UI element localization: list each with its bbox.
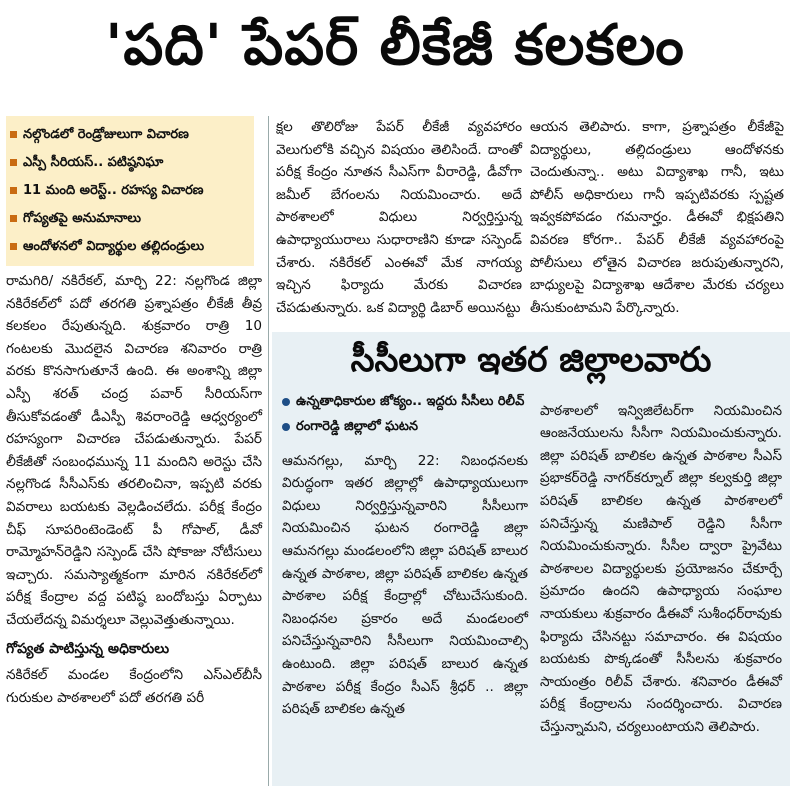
story1-paragraph: నకిరేకల్ మండల కేంద్రంలోని ఎస్‌ఎల్‌బీసీ గురుకుల పాఠశాలలో పదో తరగతి పరీ	[6, 667, 262, 706]
story2-bullet: రంగారెడ్డి జిల్లాలో ఘటన	[282, 417, 528, 436]
headline: 'పది' పేపర్ లీకేజీ కలకలం	[105, 12, 685, 78]
story2-bullet: ఉన్నతాధికారుల జోక్యం.. ఇద్దరు సీసీలు రిలీవ్	[282, 392, 528, 411]
highlight-item: ఎస్పీ సీరియస్.. పటిష్ఠనిఘా	[10, 150, 250, 176]
highlights-box	[6, 116, 254, 266]
column-divider	[268, 116, 269, 786]
story2-column-2	[540, 386, 782, 752]
bullet-square-icon	[10, 187, 17, 194]
story2-paragraph: ఆమనగల్లు, మార్చి 22: నిబంధనలకు విరుద్ధంగా ఇతర జిల్లాల్లో ఉపాధ్యాయులుగా విధులు నిర్వర్తిస్తున్నవారిని సీసీలుగా నియమించిన ఘటన రంగారెడ్డి జిల్లా ఆమనగల్లు మండలంలోని జిల్లా పరిషత్ బాలుర ఉన్నత పాఠశాల, జిల్లా పరిషత్ బాలికల ఉన్నత పాఠశాల పరీక్ష కేంద్రాల్లో చోటుచేసుకుంది. నిబంధనల ప్రకారం అదే మండలంలో పనిచేస్తున్నవారిని సీసీలుగా నియమించాల్సి ఉంటుంది. జిల్లా పరిషత్ బాలుర ఉన్నత పాఠశాల పరీక్ష కేంద్రం సీఎస్ శ్రీధర్ .. జిల్లా పరిషత్ బాలికల ఉన్నత	[282, 452, 528, 718]
story1-column-3	[530, 116, 784, 319]
bullet-square-icon	[10, 131, 17, 138]
story1-paragraph: ఆయన తెలిపారు. కాగా, ప్రశ్నాపత్రం లీకేజీపై విద్యార్థులు, తల్లిదండ్రులు ఆందోళనకు చెందుతున్నా.. అటు విద్యాశాఖ గానీ, ఇటు పోలీస్ అధికారులు గానీ ఇప్పటివరకు స్పష్టత ఇవ్వకపోవడం గమనార్హం. డీఈవో భిక్షపతిని వివరణ కోరగా.. పేపర్ లీకేజీ వ్యవహారంపై పోలీసులు లోతైన విచారణ జరుపుతున్నారని, బాధ్యులపై విద్యాశాఖ ఆదేశాల మేరకు చర్యలు తీసుకుంటామని పేర్కొన్నారు.	[530, 119, 784, 316]
story2-column-1	[282, 392, 528, 734]
bullet-square-icon	[10, 159, 17, 166]
story1-column-1	[6, 270, 262, 709]
highlight-item: ఆందోళనలో విద్యార్థుల తల్లిదండ్రులు	[10, 234, 250, 260]
story2-paragraph: పాఠశాలలో ఇన్విజిలేటర్‌గా నియమించిన ఆంజనేయులను సీసీగా నియమించుకున్నారు. జిల్లా పరిషత్ బాలికల ఉన్నత పాఠశాల సీఎస్ ప్రభాకర్‌రెడ్డి నాగర్‌కర్నూల్ జిల్లా కల్వకుర్తి జిల్లా పరిషత్ బాలికల ఉన్నత పాఠశాలలో పనిచేస్తున్న మణిపాల్ రెడ్డిని సీసీగా నియమించుకున్నారు. సీసీల ద్వారా ప్రైవేటు పాఠశాలల విద్యార్థులకు ప్రయోజనం చేకూర్చే ప్రమాదం ఉందని ఉపాధ్యాయ సంఘాల నాయకులు శుక్రవారం డీఈవో సుశీంధర్‌రావుకు ఫిర్యాదు చేసినట్టు సమాచారం. ఈ విషయం బయటకు పొక్కడంతో సీసీలను శుక్రవారం సాయంత్రం రిలీవ్ చేశారు. శనివారం డీఈవో పరీక్ష కేంద్రాలను సందర్శించారు. విచారణ చేస్తున్నామని, చర్యలుంటాయని తెలిపారు.	[540, 402, 782, 735]
bullet-square-icon	[10, 243, 17, 250]
highlight-item: నల్గొండలో రెండ్రోజులుగా విచారణ	[10, 122, 250, 148]
bullet-dot-icon	[282, 423, 290, 431]
bullet-square-icon	[10, 215, 17, 222]
highlight-item: 11 మంది అరెస్ట్.. రహస్య విచారణ	[10, 178, 250, 204]
story1-column-2	[276, 116, 522, 319]
highlight-item: గోప్యతపై అనుమానాలు	[10, 206, 250, 232]
story2-headline: సీసీలుగా ఇతర జిల్లాలవారు	[350, 340, 712, 380]
bullet-dot-icon	[282, 398, 290, 406]
story1-paragraph: రామగిరి/ నకిరేకల్, మార్చి 22: నల్లగొండ జిల్లా నకిరేకల్‌లో పదో తరగతి ప్రశ్నాపత్రం లీకేజీ తీవ్ర కలకలం రేపుతున్నది. శుక్రవారం రాత్రి 10 గంటలకు మొదలైన విచారణ శనివారం రాత్రి వరకు కొనసాగుతూనే ఉంది. ఈ అంశాన్ని జిల్లా ఎస్పీ శరత్ చంద్ర పవార్ సీరియస్‌గా తీసుకోవడంతో డీఎస్పీ శివరాంరెడ్డి ఆధ్వర్యంలో రహస్యంగా విచారణ చేపడుతున్నారు. పేపర్ లీకేజీతో సంబంధమున్న 11 మందిని అరెస్టు చేసి నల్లగొండ సీసీఎస్‌కు తరలించినా, ఇప్పటి వరకు వివరాలు బయటకు వెల్లడించలేదు. పరీక్ష కేంద్రం చీఫ్ సూపరింటెండెంట్ పీ గోపాల్, డీవో రామ్మోహన్‌రెడ్డిని సస్పెండ్ చేసి షోకాజు నోటీసులు ఇచ్చారు. సమస్యాత్మకంగా మారిన నకిరేకల్‌లో పరీక్ష కేంద్రాల వద్ద పటిష్ఠ బందోబస్తు ఏర్పాటు చేయలేదన్న విమర్శలూ వెల్లువెత్తుతున్నాయి.	[6, 273, 262, 628]
story1-paragraph: క్షల తొలిరోజు పేపర్ లీకేజీ వ్యవహారం వెలుగులోకి వచ్చిన విషయం తెలిసిందే. దాంతో పరీక్ష కేంద్రం నూతన సీఎస్‌గా వీరారెడ్డి, డీవోగా జమీల్ బేగంలను నియమించారు. అదే పాఠశాలలో విధులు నిర్వర్తిస్తున్న ఉపాధ్యాయురాలు సుధారాణిని కూడా సస్పెండ్ చేశారు. నకిరేకల్ ఎంఈవో మేక నాగయ్య ఇచ్చిన ఫిర్యాదు మేరకు విచారణ చేపడుతున్నారు. ఒక విద్యార్థి డిబార్ అయినట్టు	[276, 119, 522, 316]
story1-subheading: గోప్యత పాటిస్తున్న అధికారులు	[6, 640, 170, 657]
